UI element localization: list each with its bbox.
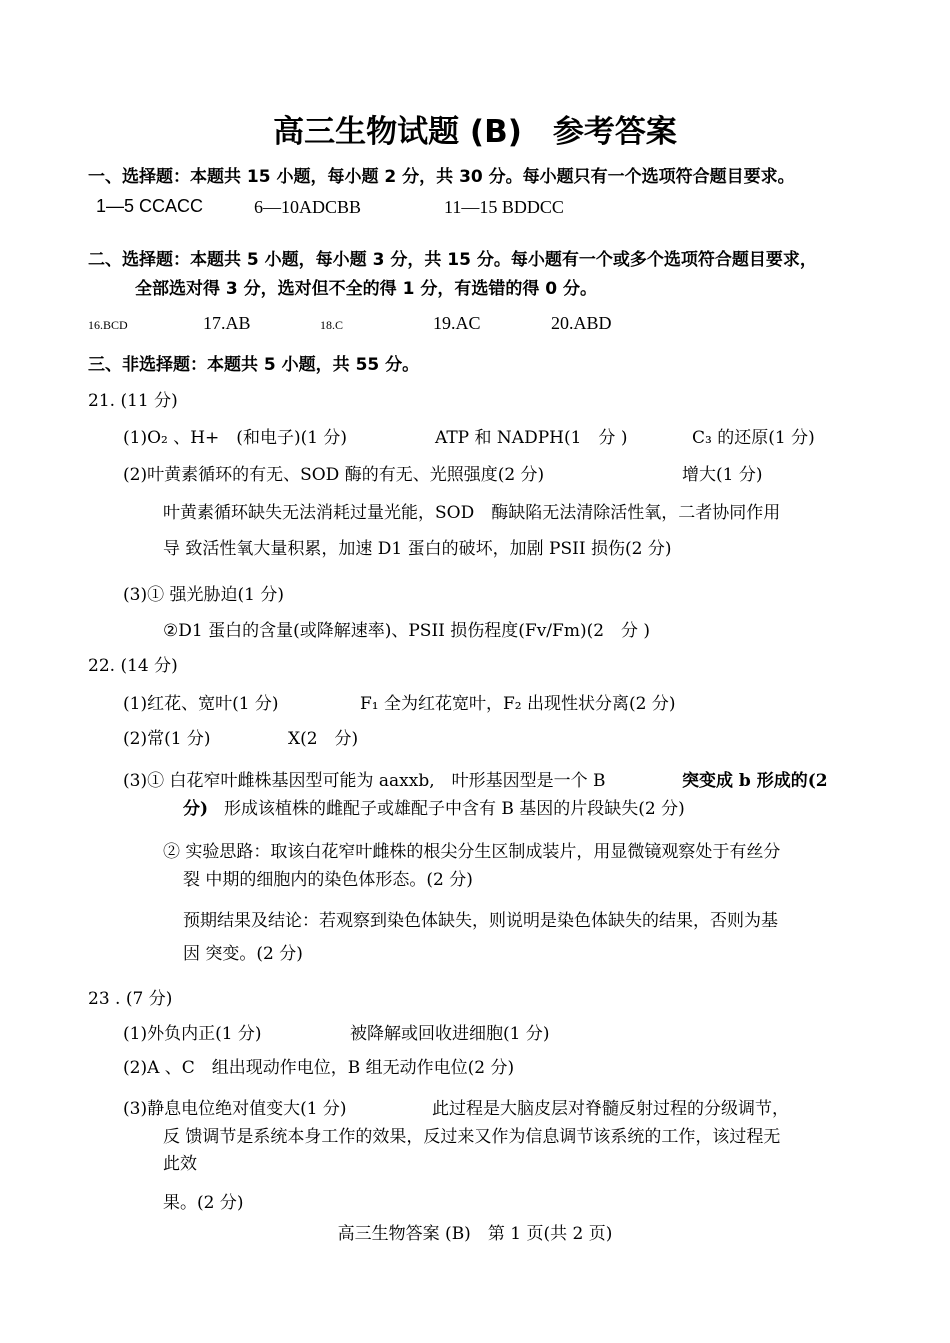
- section-3-heading: 三、非选择题：本题共 5 小题，共 55 分。: [88, 355, 420, 375]
- section-1-answer: 6—10ADCBB: [254, 197, 362, 217]
- q23-answer-line: 反 馈调节是系统本身工作的效果，反过来又作为信息调节该系统的工作，该过程无: [163, 1127, 781, 1147]
- section-2-answer: 20.ABD: [551, 313, 612, 333]
- q23-header: 23 . (7 分): [88, 989, 173, 1009]
- q21-answer-line: (3)① 强光胁迫(1 分): [123, 585, 284, 605]
- section-2-answer: 18.C: [320, 318, 344, 332]
- q22-answer-line: F₁ 全为红花宽叶，F₂ 出现性状分离(2 分): [360, 694, 676, 714]
- q22-answer-line: X(2 分): [288, 729, 359, 749]
- section-2-answer: 19.AC: [433, 313, 481, 333]
- q22-answer-line: 形成该植株的雌配子或雄配子中含有 B 基因的片段缺失(2 分): [224, 799, 685, 819]
- q22-answer-line: 预期结果及结论：若观察到染色体缺失，则说明是染色体缺失的结果，否则为基: [183, 911, 778, 931]
- section-2-heading-cont: 全部选对得 3 分，选对但不全的得 1 分，有选错的得 0 分。: [135, 279, 597, 299]
- q23-answer-line: (3)静息电位绝对值变大(1 分): [123, 1099, 347, 1119]
- q21-answer-line: 增大(1 分): [682, 465, 763, 485]
- page-footer: 高三生物答案 (B) 第 1 页(共 2 页): [337, 1224, 613, 1244]
- q23-answer-line: 果。(2 分): [163, 1193, 244, 1213]
- q23-answer-line: 此效: [163, 1154, 197, 1174]
- section-2-heading: 二、选择题：本题共 5 小题，每小题 3 分，共 15 分。每小题有一个或多个选项符合题目要求，: [88, 250, 817, 270]
- section-1-answer: 1—5 CCACC: [96, 196, 204, 216]
- q22-answer-line-bold: 分): [183, 799, 209, 819]
- q22-answer-line-bold: 突变成 b 形成的(2: [682, 771, 828, 791]
- q21-answer-line: (2)叶黄素循环的有无、SOD 酶的有无、光照强度(2 分): [123, 465, 545, 485]
- q21-answer-line: C₃ 的还原(1 分): [692, 428, 815, 448]
- q21-answer-line: ATP 和 NADPH(1 分 ): [435, 428, 628, 448]
- q22-answer-line: 因 突变。(2 分): [183, 944, 303, 964]
- section-1-answer: 11—15 BDDCC: [444, 197, 564, 217]
- q22-answer-line: ② 实验思路：取该白花窄叶雌株的根尖分生区制成装片，用显微镜观察处于有丝分: [163, 842, 781, 862]
- q22-header: 22. (14 分): [88, 656, 178, 676]
- q21-answer-line: (1)O₂ 、H+ (和电子)(1 分): [123, 428, 348, 448]
- q23-answer-line: 此过程是大脑皮层对脊髓反射过程的分级调节，: [432, 1099, 789, 1119]
- section-1-heading: 一、选择题：本题共 15 小题，每小题 2 分，共 30 分。每小题只有一个选项符合题目要求。: [88, 167, 795, 187]
- q23-answer-line: 被降解或回收进细胞(1 分): [350, 1024, 550, 1044]
- q22-answer-line: 裂 中期的细胞内的染色体形态。(2 分): [183, 870, 473, 890]
- page-title: 高三生物试题 (B) 参考答案: [273, 114, 677, 150]
- q23-answer-line: (1)外负内正(1 分): [123, 1024, 262, 1044]
- q21-header: 21. (11 分): [88, 391, 178, 411]
- q21-answer-line: 叶黄素循环缺失无法消耗过量光能，SOD 酶缺陷无法清除活性氧，二者协同作用: [163, 503, 781, 523]
- q22-answer-line: (3)① 白花窄叶雌株基因型可能为 aaxxb, 叶形基因型是一个 B: [123, 771, 606, 791]
- q23-answer-line: (2)A 、C 组出现动作电位，B 组无动作电位(2 分): [123, 1058, 515, 1078]
- q21-answer-line: ②D1 蛋白的含量(或降解速率)、PSII 损伤程度(Fv/Fm)(2 分 ): [163, 621, 651, 641]
- section-2-answer: 17.AB: [203, 313, 251, 333]
- q21-answer-line: 导 致活性氧大量积累，加速 D1 蛋白的破坏，加剧 PSII 损伤(2 分): [163, 539, 672, 559]
- q22-answer-line: (2)常(1 分): [123, 729, 211, 749]
- section-2-answer: 16.BCD: [88, 318, 128, 332]
- q22-answer-line: (1)红花、宽叶(1 分): [123, 694, 279, 714]
